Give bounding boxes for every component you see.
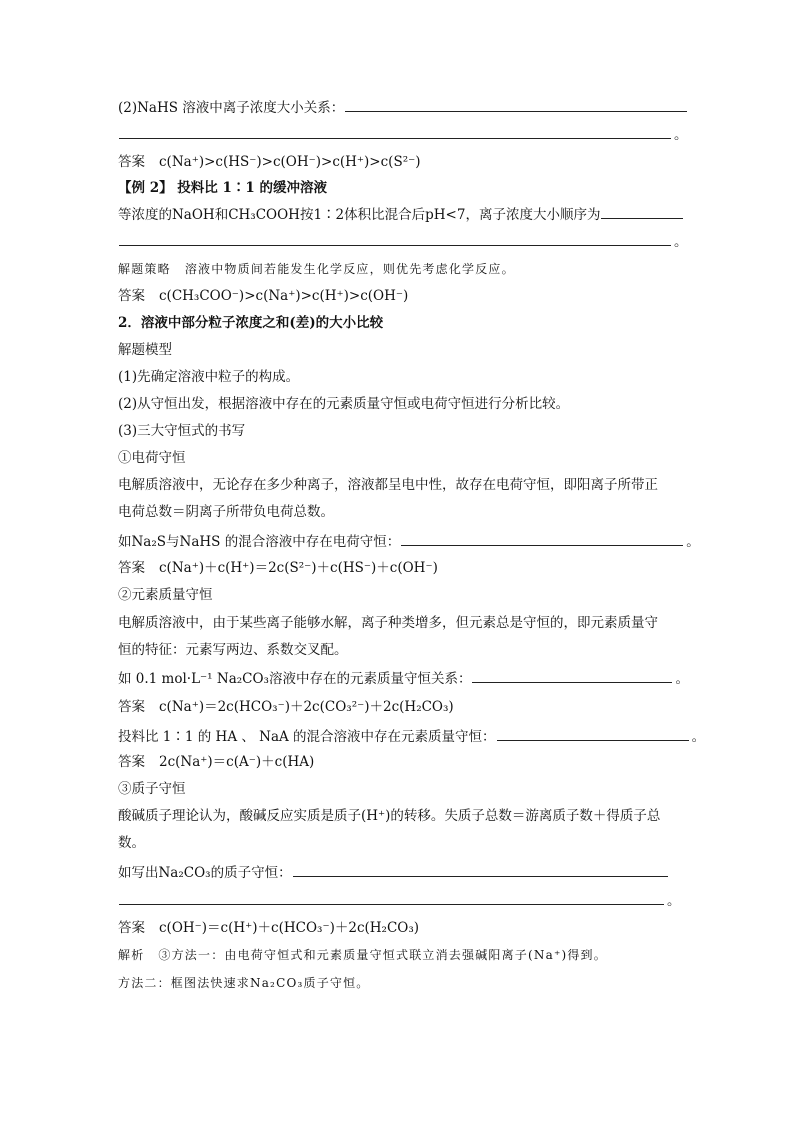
mass-desc-2: 恒的特征：元素写两边、系数交叉配。 (118, 642, 348, 658)
proton-desc-2: 数。 (118, 835, 145, 851)
proton-analysis-line (118, 945, 607, 965)
period: 。 (674, 127, 688, 143)
period: 。 (686, 534, 700, 550)
proton-analysis-2: 方法二：框图法快速求Na₂CO₃质子守恒。 (118, 976, 370, 990)
model-step-1: (1)先确定溶液中粒子的构成。 (118, 369, 300, 385)
example2-title: 【例 2】 投料比 1∶1 的缓冲溶液 (118, 180, 327, 196)
proton-answer-blank[interactable] (293, 862, 668, 877)
mass-title: ②元素质量守恒 (118, 587, 213, 603)
answer-label: 答案 (118, 560, 145, 576)
answer-label: 答案 (118, 154, 145, 170)
period: 。 (691, 729, 706, 745)
example2-continuation-line (118, 231, 688, 251)
proton-answer: c(OH⁻)＝c(H⁺)＋c(HCO₃⁻)＋2c(H₂CO₃) (159, 920, 420, 936)
answer-label: 答案 (118, 754, 145, 770)
charge-title: ①电荷守恒 (118, 450, 186, 466)
q2-prompt-line (118, 97, 688, 117)
charge-desc-1: 电解质溶液中，无论存在多少种离子，溶液都呈电中性，故存在电荷守恒，即阳离子所带正 (118, 477, 658, 493)
q2-answer: c(Na⁺)>c(HS⁻)>c(OH⁻)>c(H⁺)>c(S²⁻) (159, 154, 421, 170)
mass-question1-line (118, 668, 689, 688)
example2-answer-blank-2[interactable] (119, 231, 671, 246)
answer-label: 答案 (118, 699, 145, 715)
period: 。 (667, 893, 681, 909)
mass-answer-1: c(Na⁺)＝2c(HCO₃⁻)＋2c(CO₃²⁻)＋2c(H₂CO₃) (159, 699, 454, 715)
period: 。 (675, 671, 689, 687)
proton-title: ③质子守恒 (118, 781, 186, 797)
model-label: 解题模型 (118, 342, 172, 358)
example2-answer: c(CH₃COO⁻)>c(Na⁺)>c(H⁺)>c(OH⁻) (159, 288, 409, 304)
charge-answer-blank[interactable] (401, 531, 683, 546)
section2-title: 2．溶液中部分粒子浓度之和(差)的大小比较 (118, 315, 384, 331)
proton-continuation-line (118, 890, 681, 910)
proton-analysis-1: ③方法一：由电荷守恒式和元素质量守恒式联立消去强碱阳离子(Na⁺)得到。 (158, 948, 607, 962)
mass-answer-blank-2[interactable] (497, 726, 689, 741)
charge-question-line (118, 531, 700, 551)
example2-answer-blank[interactable] (601, 204, 683, 219)
example2-question: 等浓度的NaOH和CH₃COOH按1∶2体积比混合后pH<7，离子浓度大小顺序为 (118, 207, 601, 223)
proton-answer-blank-2[interactable] (119, 890, 664, 905)
charge-answer-line (118, 558, 438, 578)
q2-answer-line (118, 152, 421, 172)
q2-answer-blank[interactable] (345, 97, 687, 112)
model-step-3: (3)三大守恒式的书写 (118, 423, 246, 439)
proton-answer-line (118, 918, 419, 938)
charge-desc-2: 电荷总数＝阴离子所带负电荷总数。 (118, 504, 334, 520)
mass-answer-blank-1[interactable] (472, 668, 672, 683)
q2-continuation-line (118, 124, 688, 144)
proton-desc-1: 酸碱质子理论认为，酸碱反应实质是质子(H⁺)的转移。失质子总数＝游离质子数＋得质子总 (118, 808, 661, 824)
mass-answer-2: 2c(Na⁺)＝c(A⁻)＋c(HA) (159, 754, 315, 770)
mass-answer2-line (118, 752, 314, 772)
proton-question-line (118, 862, 669, 882)
strategy-label: 解题策略 (118, 262, 171, 276)
mass-answer1-line (118, 697, 454, 717)
charge-answer: c(Na⁺)＋c(H⁺)＝2c(S²⁻)＋c(HS⁻)＋c(OH⁻) (159, 560, 438, 576)
example2-question-line (118, 204, 684, 224)
mass-question-1: 如 0.1 mol·L⁻¹ Na₂CO₃溶液中存在的元素质量守恒关系： (118, 671, 472, 687)
period: 。 (674, 234, 688, 250)
answer-label: 答案 (118, 288, 145, 304)
model-step-2: (2)从守恒出发，根据溶液中存在的元素质量守恒或电荷守恒进行分析比较。 (118, 396, 570, 412)
example2-strategy: 溶液中物质间若能发生化学反应，则优先考虑化学反应。 (184, 262, 515, 276)
analysis-label: 解析 (118, 948, 145, 962)
example2-answer-line (118, 286, 408, 306)
q2-prompt: (2)NaHS 溶液中离子浓度大小关系： (118, 100, 345, 116)
example2-strategy-line (118, 259, 515, 279)
q2-answer-blank-2[interactable] (119, 124, 671, 139)
mass-question-2: 投料比 1∶1 的 HA 、 NaA 的混合溶液中存在元素质量守恒： (118, 729, 496, 745)
mass-question2-line (118, 726, 705, 746)
proton-question: 如写出Na₂CO₃的质子守恒： (118, 865, 292, 881)
mass-desc-1: 电解质溶液中，由于某些离子能够水解，离子种类增多，但元素总是守恒的，即元素质量守 (118, 615, 658, 631)
charge-question: 如Na₂S与NaHS 的混合溶液中存在电荷守恒： (118, 534, 401, 550)
answer-label: 答案 (118, 920, 145, 936)
